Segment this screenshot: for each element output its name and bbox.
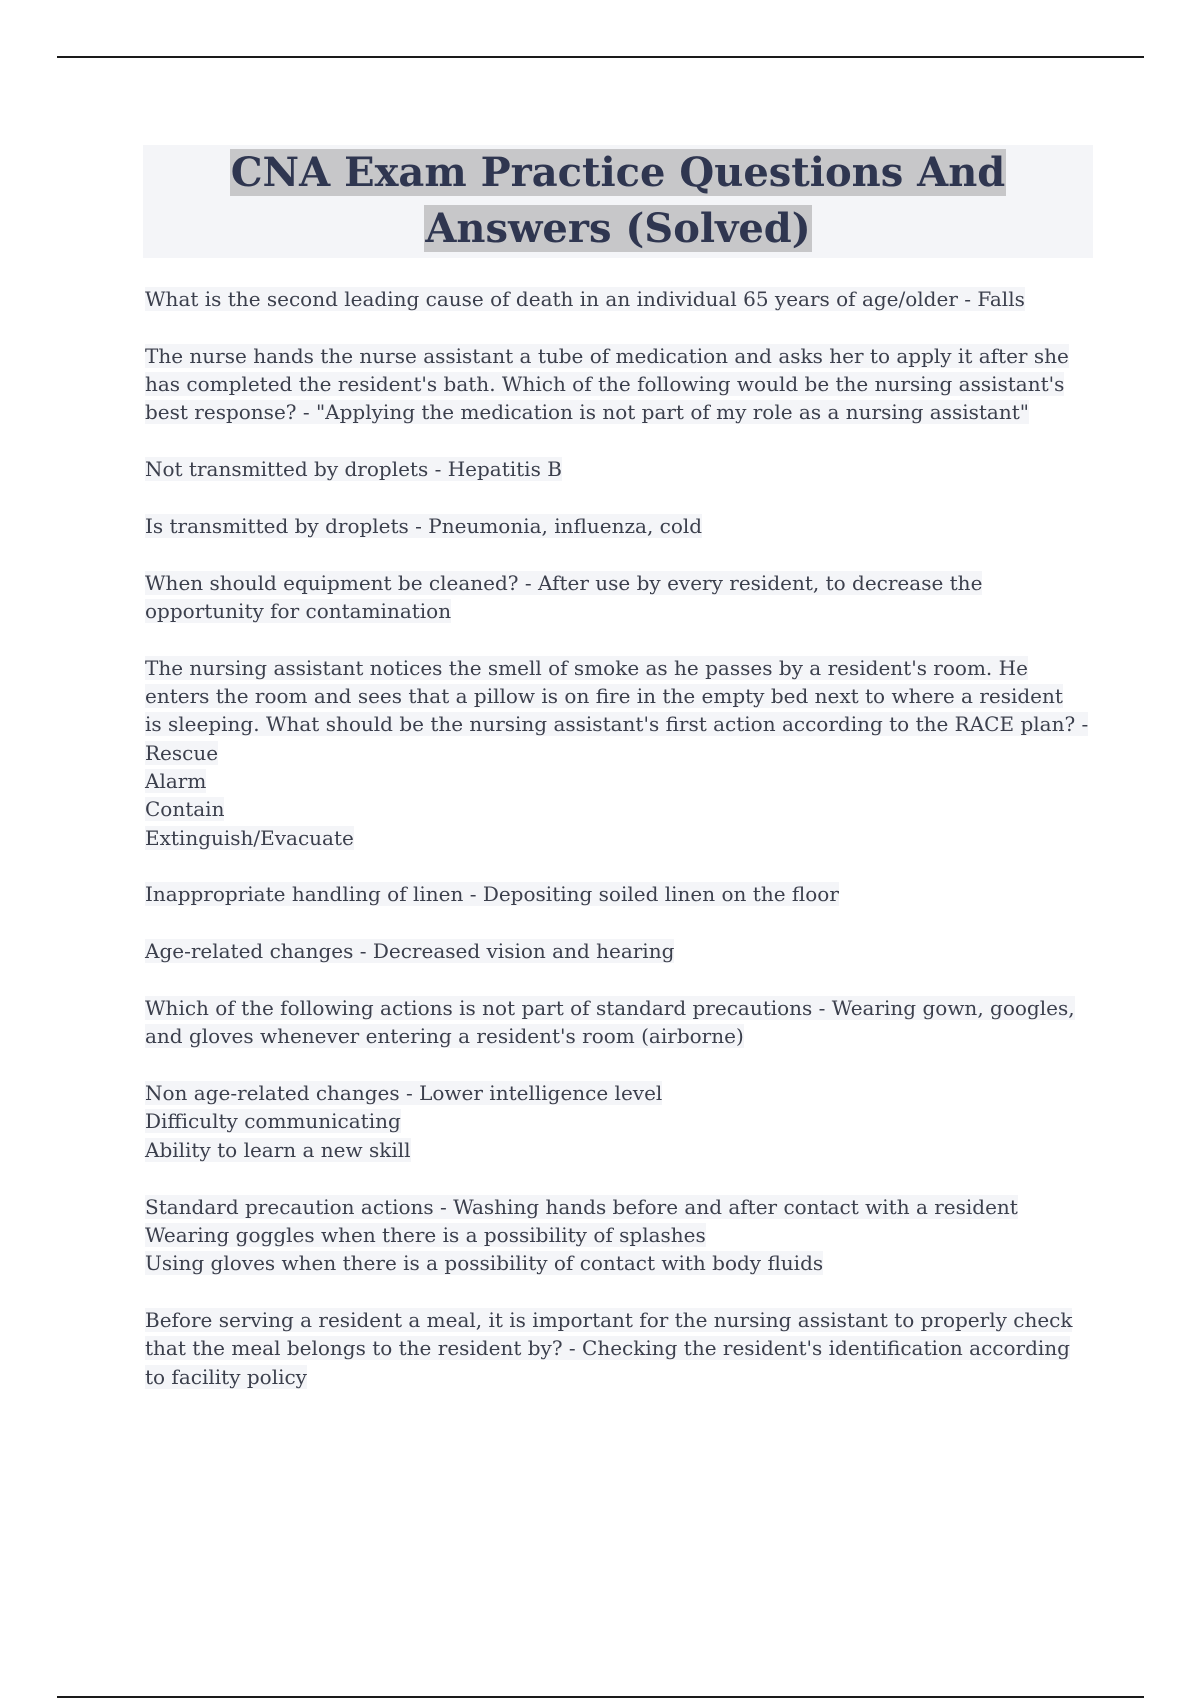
qa-list (145, 285, 1095, 1419)
qa-line: Age-related changes - Decreased vision and hearing (145, 939, 675, 964)
title-line-1: CNA Exam Practice Questions And (230, 149, 1006, 196)
qa-line: When should equipment be cleaned? - After use by every resident, to decrease the (145, 570, 983, 595)
qa-line: Not transmitted by droplets - Hepatitis B (145, 457, 562, 482)
qa-line: Using gloves when there is a possibility of contact with body fluids (145, 1251, 824, 1276)
qa-item-8 (145, 937, 1095, 965)
qa-line: Extinguish/Evacuate (145, 825, 354, 850)
bottom-rule (57, 1696, 1144, 1698)
qa-line: What is the second leading cause of death in an individual 65 years of age/older - Falls (145, 287, 1025, 311)
qa-line: enters the room and sees that a pillow is on fire in the empty bed next to where a resident (145, 684, 1063, 709)
top-rule (57, 56, 1144, 58)
qa-item-3 (145, 455, 1095, 483)
qa-line: Before serving a resident a meal, it is important for the nursing assistant to properly check (145, 1307, 1073, 1332)
qa-line: is sleeping. What should be the nursing assistant's first action according to the RACE plan? - (145, 712, 1089, 737)
document-title (143, 145, 1093, 258)
qa-line: opportunity for contamination (145, 599, 452, 624)
qa-line: Non age-related changes - Lower intelligence level (145, 1081, 663, 1106)
qa-line: The nursing assistant notices the smell of smoke as he passes by a resident's room. He (145, 655, 1028, 680)
qa-line: best response? - "Applying the medication is not part of my role as a nursing assistant" (145, 400, 1029, 425)
qa-line: Inappropriate handling of linen - Depositing soiled linen on the floor (145, 882, 839, 907)
qa-line: Alarm (145, 769, 207, 794)
qa-line: Wearing goggles when there is a possibility of splashes (145, 1222, 706, 1247)
qa-line: has completed the resident's bath. Which of the following would be the nursing assistant's (145, 372, 1065, 397)
qa-line: and gloves whenever entering a resident's room (airborne) (145, 1024, 744, 1049)
qa-item-10 (145, 1079, 1095, 1164)
qa-item-9 (145, 994, 1095, 1051)
qa-line: The nurse hands the nurse assistant a tube of medication and asks her to apply it after she (145, 343, 1069, 368)
qa-item-1 (145, 285, 1095, 313)
qa-line: Rescue (145, 740, 219, 765)
qa-line: that the meal belongs to the resident by? - Checking the resident's identification according (145, 1336, 1070, 1361)
qa-line: Contain (145, 797, 225, 822)
qa-line: to facility policy (145, 1364, 307, 1389)
qa-item-11 (145, 1193, 1095, 1278)
qa-item-4 (145, 512, 1095, 540)
qa-line: Ability to learn a new skill (145, 1137, 411, 1162)
qa-line: Is transmitted by droplets - Pneumonia, influenza, cold (145, 513, 703, 538)
qa-line: Which of the following actions is not part of standard precautions - Wearing gown, googles, (145, 996, 1075, 1021)
qa-item-6 (145, 654, 1095, 852)
qa-item-7 (145, 880, 1095, 908)
qa-line: Difficulty communicating (145, 1109, 401, 1134)
qa-item-2 (145, 342, 1095, 427)
title-line-2: Answers (Solved) (425, 205, 811, 252)
qa-item-12 (145, 1306, 1095, 1391)
qa-line: Standard precaution actions - Washing hands before and after contact with a resident (145, 1194, 1018, 1219)
qa-item-5 (145, 569, 1095, 626)
